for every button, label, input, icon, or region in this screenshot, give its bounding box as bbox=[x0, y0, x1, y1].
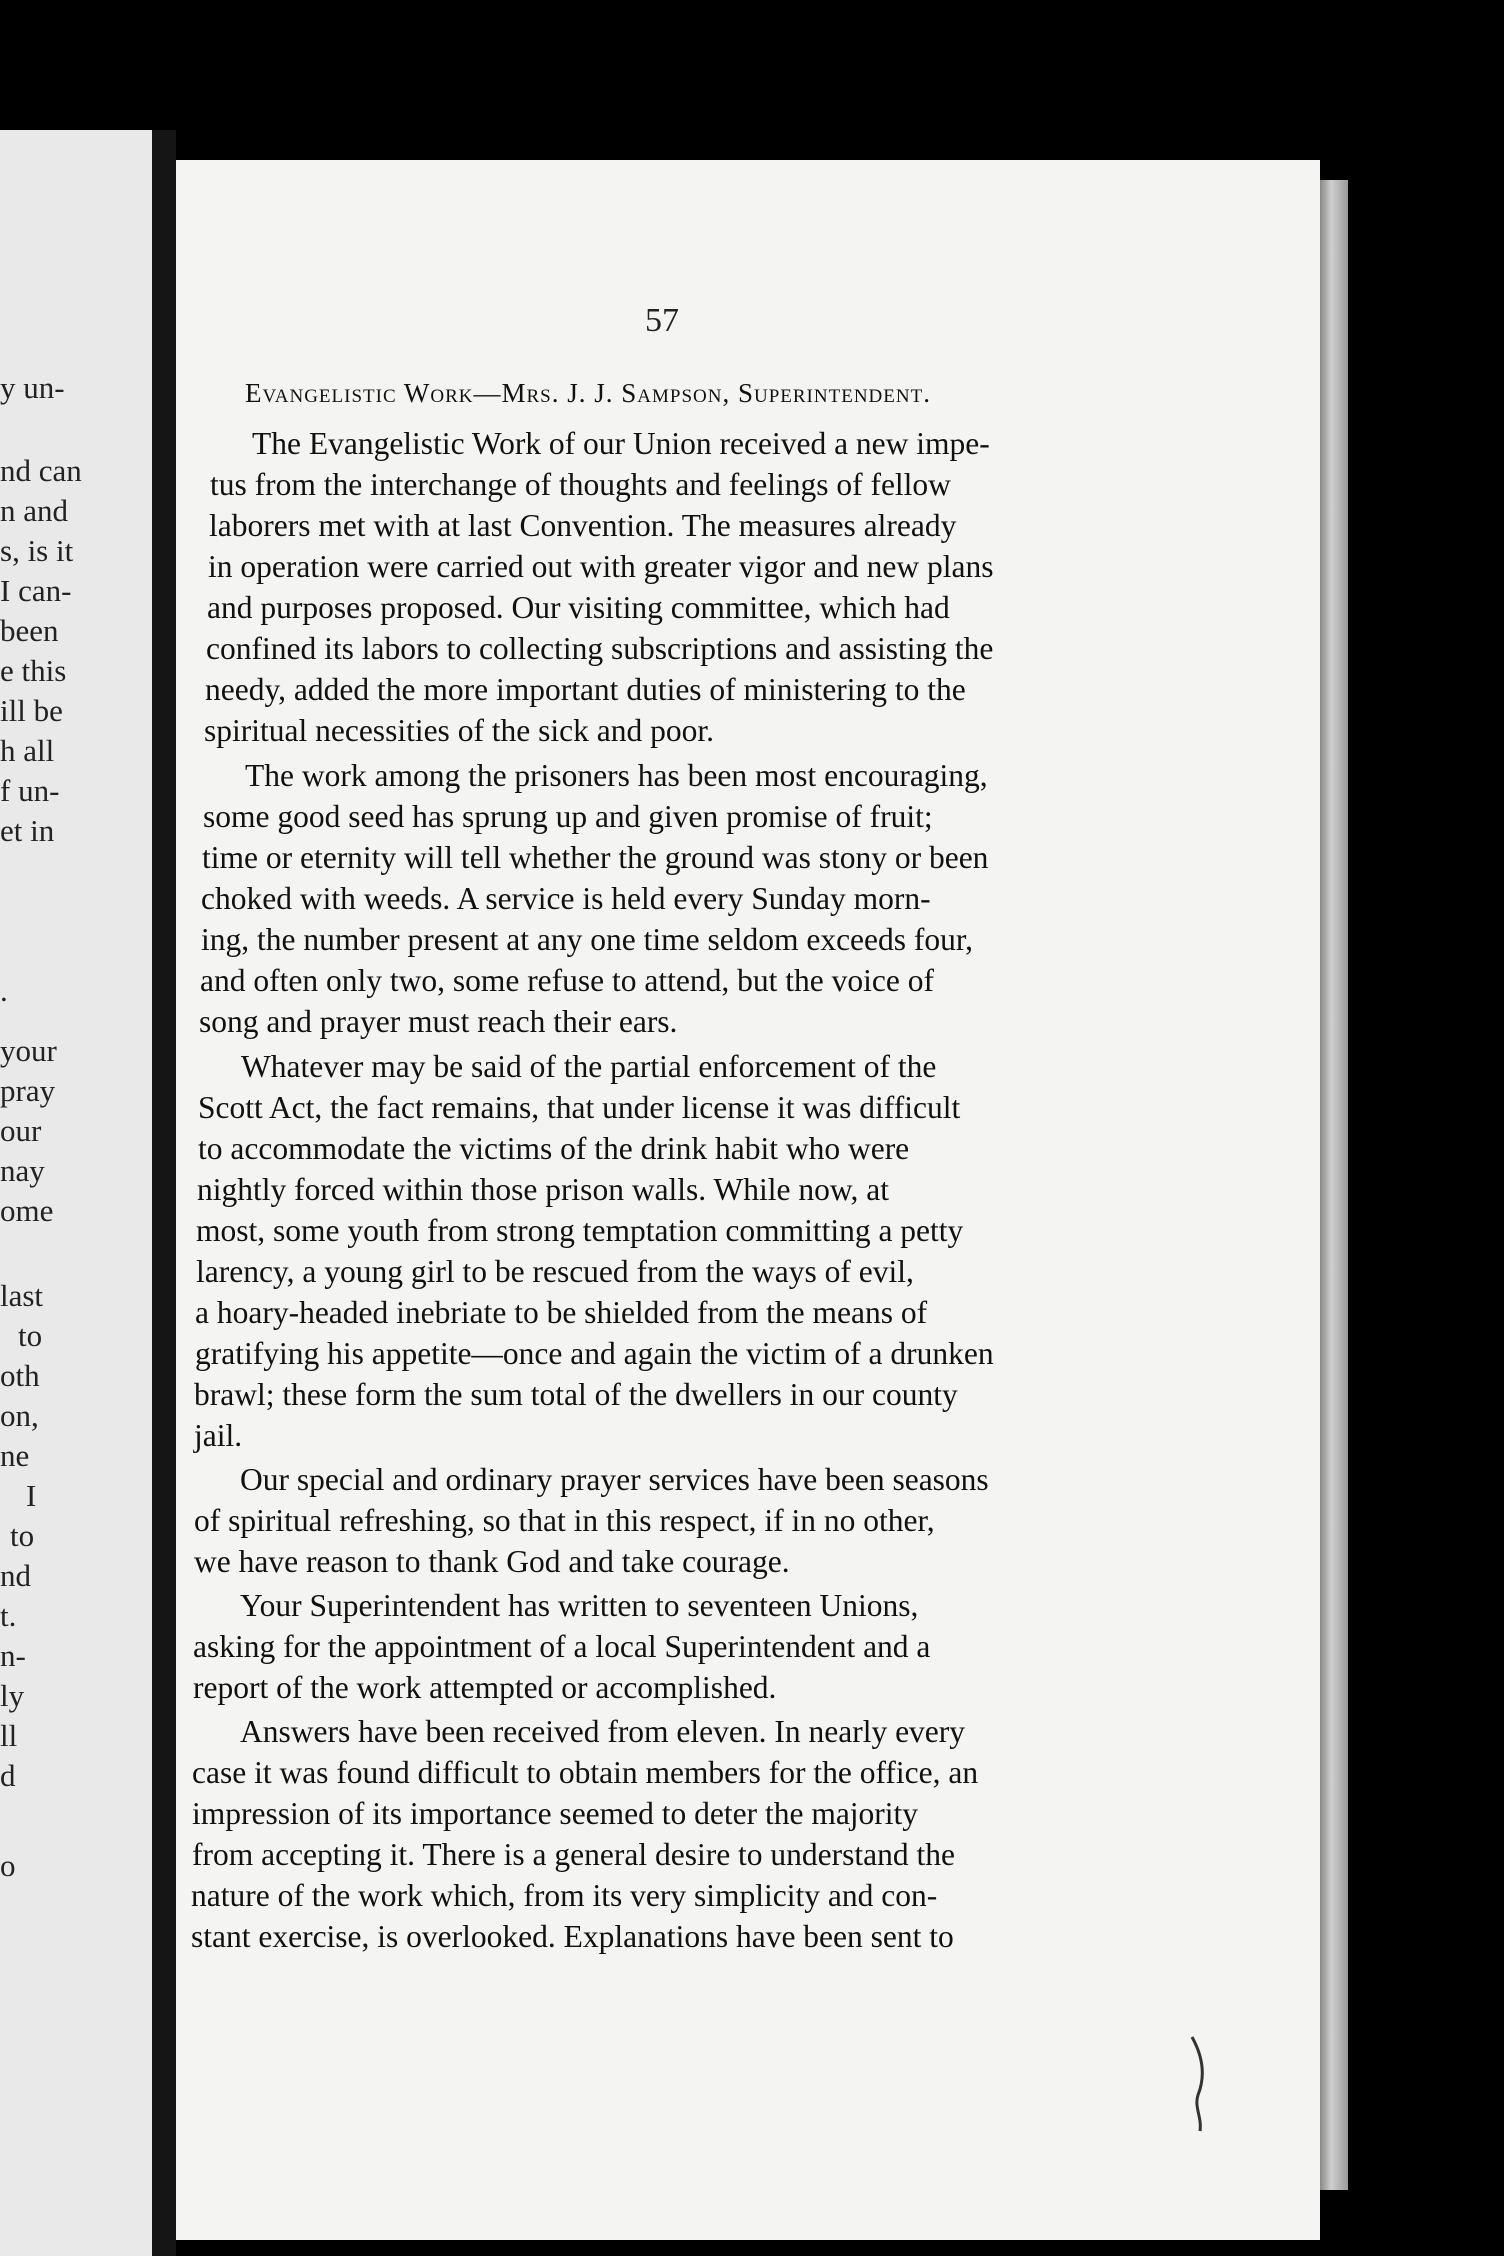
left-page-line: pray bbox=[0, 1073, 56, 1108]
left-page-line: to bbox=[18, 1318, 43, 1353]
text-line: from accepting it. There is a general desire to understand the bbox=[192, 1837, 955, 1872]
text-line: jail. bbox=[194, 1418, 243, 1453]
text-line: time or eternity will tell whether the ground was stony or been bbox=[202, 840, 989, 875]
text-line: case it was found difficult to obtain members for the office, an bbox=[192, 1755, 979, 1790]
text-line: we have reason to thank God and take courage. bbox=[194, 1544, 790, 1579]
page-number: 57 bbox=[645, 302, 679, 339]
text-line: brawl; these form the sum total of the dwellers in our county bbox=[194, 1377, 958, 1412]
text-line: a hoary-headed inebriate to be shielded from the means of bbox=[195, 1295, 928, 1330]
text-line: tus from the interchange of thoughts and feelings of fellow bbox=[210, 467, 951, 502]
left-page-line: ne bbox=[0, 1438, 30, 1473]
left-page-line: n- bbox=[0, 1638, 26, 1673]
left-page-line: your bbox=[0, 1033, 57, 1068]
text-line: stant exercise, is overlooked. Explanations have been sent to bbox=[191, 1919, 954, 1954]
text-line: and often only two, some refuse to attend, but the voice of bbox=[200, 963, 934, 998]
left-page-line: nd bbox=[0, 1558, 31, 1593]
left-page-line: oth bbox=[0, 1358, 40, 1393]
text-line: gratifying his appetite—once and again the victim of a drunken bbox=[195, 1336, 994, 1371]
text-line: choked with weeds. A service is held every Sunday morn- bbox=[201, 881, 931, 916]
text-line: Your Superintendent has written to seventeen Unions, bbox=[240, 1588, 919, 1623]
left-page-line: ill be bbox=[0, 693, 63, 728]
left-page-line: nd can bbox=[0, 453, 82, 488]
text-line: impression of its importance seemed to deter the majority bbox=[192, 1796, 919, 1831]
left-page-line: h all bbox=[0, 733, 55, 768]
left-page-line: ll bbox=[0, 1718, 18, 1753]
text-line: report of the work attempted or accomplished. bbox=[193, 1670, 777, 1705]
text-line: song and prayer must reach their ears. bbox=[199, 1004, 678, 1039]
text-line: Our special and ordinary prayer services have been seasons bbox=[240, 1462, 989, 1497]
left-page-line: on, bbox=[0, 1398, 39, 1433]
text-line: in operation were carried out with greater vigor and new plans bbox=[208, 549, 994, 584]
left-page-line: ly bbox=[0, 1678, 25, 1713]
left-page-line: y un- bbox=[0, 370, 65, 405]
section-heading: Evangelistic Work—Mrs. J. J. Sampson, Superintendent. bbox=[245, 378, 931, 408]
text-line: needy, added the more important duties of ministering to the bbox=[205, 672, 966, 707]
book-gutter bbox=[152, 130, 176, 2256]
left-page-line: to bbox=[10, 1518, 35, 1553]
text-line: Answers have been received from eleven. In nearly every bbox=[240, 1714, 966, 1749]
text-line: laborers met with at last Convention. The measures already bbox=[209, 508, 957, 543]
page-blemish-mark bbox=[1188, 2035, 1210, 2135]
text-line: The work among the prisoners has been most encouraging, bbox=[245, 758, 988, 793]
left-page-line: our bbox=[0, 1113, 42, 1148]
left-page-line: f un- bbox=[0, 773, 60, 808]
text-line: nightly forced within those prison walls. While now, at bbox=[197, 1172, 890, 1207]
left-page-line: I can- bbox=[0, 573, 72, 608]
left-page-line: t. bbox=[0, 1598, 17, 1633]
left-page-line: last bbox=[0, 1278, 44, 1313]
left-page-line: nay bbox=[0, 1153, 45, 1188]
text-line: ing, the number present at any one time seldom exceeds four, bbox=[201, 922, 973, 957]
text-line: asking for the appointment of a local Superintendent and a bbox=[193, 1629, 931, 1664]
left-page-line: . bbox=[0, 973, 8, 1008]
left-page-line: s, is it bbox=[0, 533, 74, 568]
text-line: of spiritual refreshing, so that in this respect, if in no other, bbox=[194, 1503, 935, 1538]
text-line: larency, a young girl to be rescued from the ways of evil, bbox=[196, 1254, 914, 1289]
text-line: Whatever may be said of the partial enforcement of the bbox=[241, 1049, 937, 1084]
left-page-line: ome bbox=[0, 1193, 54, 1228]
text-line: most, some youth from strong temptation committing a petty bbox=[196, 1213, 964, 1248]
left-page-line: e this bbox=[0, 653, 67, 688]
text-line: and purposes proposed. Our visiting committee, which had bbox=[207, 590, 950, 625]
left-page-line: n and bbox=[0, 493, 69, 528]
text-line: confined its labors to collecting subscriptions and assisting the bbox=[206, 631, 994, 666]
left-facing-page bbox=[0, 130, 152, 2256]
text-line: The Evangelistic Work of our Union received a new impe- bbox=[252, 426, 990, 461]
left-page-line: et in bbox=[0, 813, 55, 848]
text-line: to accommodate the victims of the drink habit who were bbox=[198, 1131, 910, 1166]
left-page-line: o bbox=[0, 1848, 16, 1883]
left-page-line: I bbox=[26, 1478, 37, 1513]
left-page-line: d bbox=[0, 1758, 16, 1793]
text-line: some good seed has sprung up and given promise of fruit; bbox=[203, 799, 933, 834]
left-page-line: been bbox=[0, 613, 59, 648]
text-line: Scott Act, the fact remains, that under license it was difficult bbox=[198, 1090, 961, 1125]
text-line: nature of the work which, from its very simplicity and con- bbox=[191, 1878, 938, 1913]
text-line: spiritual necessities of the sick and poor. bbox=[204, 713, 715, 748]
page-edge bbox=[1320, 180, 1348, 2190]
